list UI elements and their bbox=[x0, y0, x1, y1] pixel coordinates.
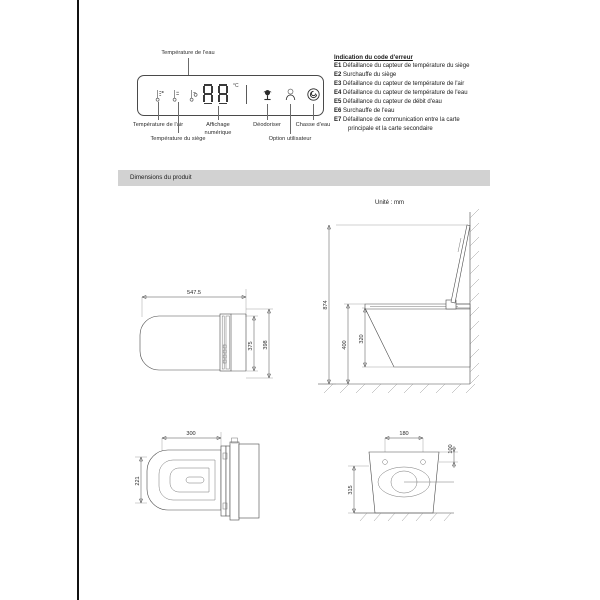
dim-bolt-spacing: 180 bbox=[399, 431, 409, 437]
error-row bbox=[334, 80, 519, 89]
error-row bbox=[334, 116, 519, 125]
leader-user-option bbox=[290, 104, 291, 134]
dim-side-length: 547.5 bbox=[187, 290, 201, 296]
deodorize-flower-icon[interactable] bbox=[261, 88, 274, 101]
leader-seat-temp bbox=[178, 102, 179, 133]
air-temperature-icon bbox=[155, 89, 164, 102]
dim-total-height: 874 bbox=[323, 300, 329, 310]
error-code: E3 bbox=[334, 81, 342, 88]
unit-label: Unité : mm bbox=[375, 200, 405, 206]
error-text: Défaillance du capteur de température de l'air bbox=[343, 81, 465, 88]
error-code-list bbox=[334, 54, 519, 134]
user-person-icon[interactable] bbox=[284, 88, 297, 101]
callout-flush: Chasse d'eau bbox=[295, 122, 331, 128]
dim-bolt-offset: 100 bbox=[448, 444, 454, 454]
callout-user-option: Option utilisateur bbox=[268, 136, 312, 142]
leader-water-temp bbox=[188, 58, 189, 75]
callout-seat-temp: Température du siège bbox=[150, 136, 206, 142]
error-text: Surchauffe de l'eau bbox=[343, 108, 395, 115]
error-text: Défaillance de communication entre la carte bbox=[343, 117, 460, 124]
dim-rear-height: 315 bbox=[348, 485, 354, 495]
error-row bbox=[334, 107, 519, 116]
dimensions-section-bar bbox=[118, 170, 490, 186]
dim-top-width: 300 bbox=[186, 431, 196, 437]
error-code: E7 bbox=[334, 117, 342, 124]
error-text: Surchauffe du siège bbox=[343, 72, 397, 79]
dim-bowl-height: 320 bbox=[359, 334, 365, 344]
error-row bbox=[334, 71, 519, 80]
leader-flush bbox=[313, 104, 314, 120]
dim-side-height-outer: 398 bbox=[263, 340, 269, 350]
callout-display-line2: numérique bbox=[204, 130, 232, 136]
callout-air-temp: Température de l'air bbox=[132, 122, 184, 128]
drawing-top-view bbox=[133, 424, 288, 534]
error-code: E5 bbox=[334, 99, 342, 106]
dim-side-height-inner: 375 bbox=[248, 341, 254, 351]
display-unit-label: °C bbox=[233, 83, 239, 89]
callout-deodorize: Déodoriser bbox=[253, 122, 281, 128]
error-code-title: Indication du code d'erreur bbox=[334, 54, 413, 61]
error-code: E2 bbox=[334, 72, 342, 79]
error-code: E1 bbox=[334, 63, 342, 69]
flush-spiral-icon[interactable] bbox=[307, 88, 320, 101]
seat-temperature-icon bbox=[172, 89, 181, 102]
error-row bbox=[334, 98, 519, 107]
leader-display bbox=[218, 106, 219, 120]
error-text: Défaillance du capteur de température du siège bbox=[343, 63, 470, 69]
dimensions-section-title: Dimensions du produit bbox=[130, 174, 192, 182]
error-text-continuation: principale et la carte secondaire bbox=[348, 126, 433, 133]
drawing-side-view bbox=[128, 283, 293, 393]
panel-divider bbox=[246, 85, 247, 104]
dim-top-inner-width: 221 bbox=[135, 476, 141, 486]
error-row bbox=[334, 89, 519, 98]
error-text: Défaillance du capteur de débit d'eau bbox=[343, 99, 442, 106]
digital-display bbox=[203, 84, 233, 105]
error-text: Défaillance du capteur de température de l'eau bbox=[343, 90, 468, 97]
callout-display: Affichage bbox=[206, 122, 230, 128]
drawing-elevation-view bbox=[318, 212, 493, 402]
leader-deodorize bbox=[267, 104, 268, 120]
error-code: E4 bbox=[334, 90, 342, 97]
error-code: E6 bbox=[334, 108, 342, 115]
dim-seat-height: 400 bbox=[342, 340, 348, 350]
error-row bbox=[334, 62, 519, 71]
drawing-rear-view bbox=[338, 424, 488, 534]
page-binding-line bbox=[77, 0, 79, 600]
water-temperature-icon bbox=[189, 89, 198, 102]
leader-air-temp bbox=[158, 102, 159, 120]
callout-water-temp: Température de l'eau bbox=[161, 50, 215, 56]
